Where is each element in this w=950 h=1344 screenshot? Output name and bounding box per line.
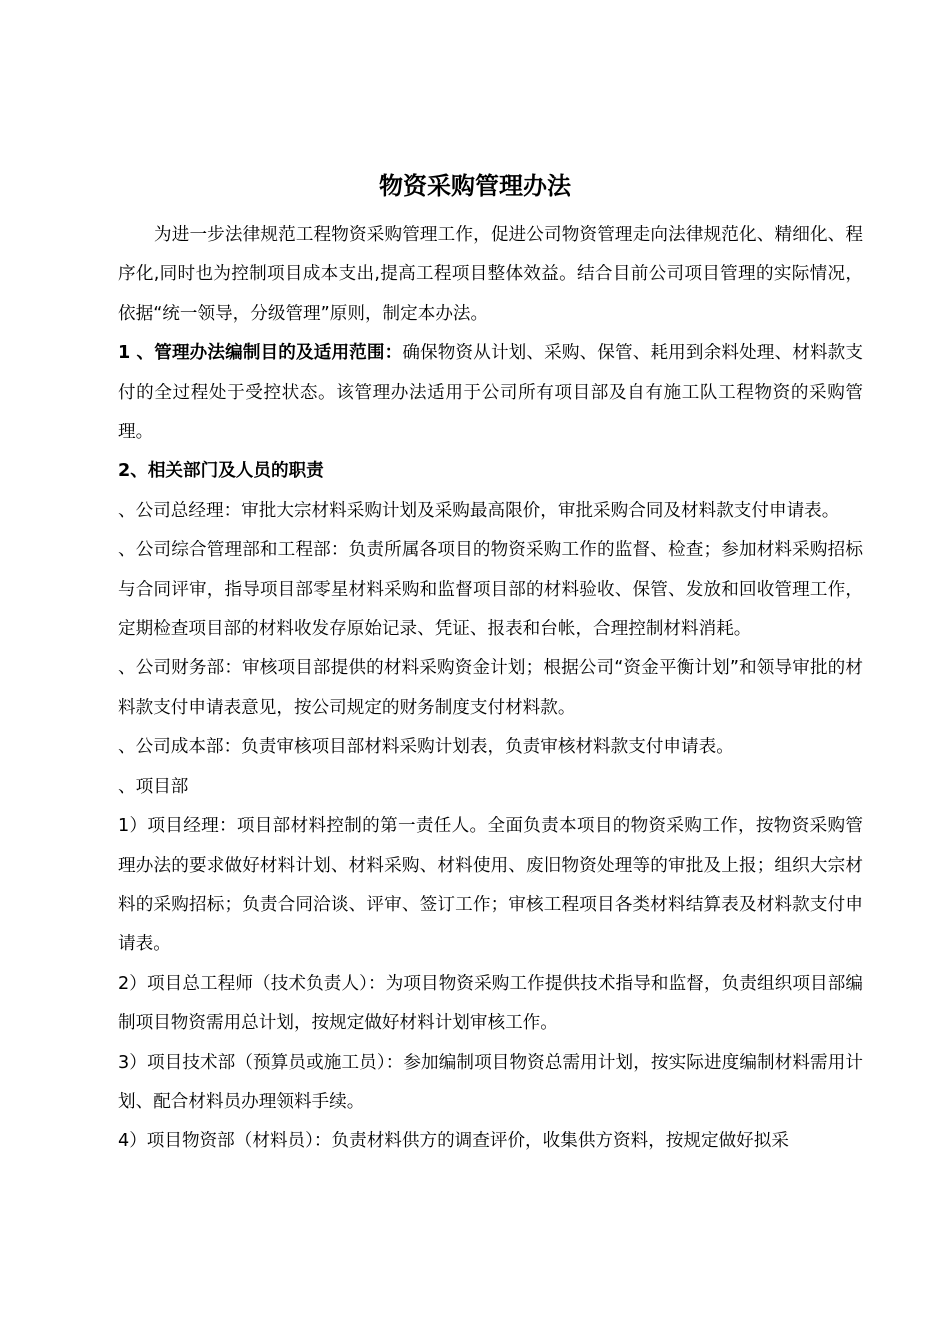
duty-general-manager: 、公司总经理：审批大宗材料采购计划及采购最高限价，审批采购合同及材料款支付申请表。 bbox=[118, 500, 840, 521]
duty-project-dept: 、项目部 bbox=[118, 776, 189, 797]
duty-finance: 、公司财务部：审核项目部提供的材料采购资金计划；根据公司“资金平衡计划”和领导审批的材料款支付申请表意见，按公司规定的财务制度支付材料款。 bbox=[118, 658, 863, 718]
document-body bbox=[118, 216, 863, 1162]
section-1-text: 确保物资从计划、采购、保管、耗用到余料处理、材料款支付的全过程处于受控状态。该管理办法适用于公司所有项目部及自有施工队工程物资的采购管理。 bbox=[118, 343, 863, 443]
section-2-heading: 2、相关部门及人员的职责 bbox=[118, 461, 324, 482]
document-title: 物资采购管理办法 bbox=[379, 172, 571, 201]
duty-project-manager: 1）项目经理：项目部材料控制的第一责任人。全面负责本项目的物资采购工作，按物资采购管理办法的要求做好材料计划、材料采购、材料使用、废旧物资处理等的审批及上报；组织大宗材料的采购招标；负责合同洽谈、评审、签订工作；审核工程项目各类材料结算表及材料款支付申请表。 bbox=[118, 816, 863, 955]
section-1-paragraph bbox=[118, 334, 863, 452]
duty-materials-dept: 4）项目物资部（材料员）：负责材料供方的调查评价，收集供方资料，按规定做好拟采 bbox=[118, 1131, 789, 1152]
duty-management-engineering: 、公司综合管理部和工程部：负责所属各项目的物资采购工作的监督、检查；参加材料采购招标与合同评审，指导项目部零星材料采购和监督项目部的材料验收、保管、发放和回收管理工作，定期检查项目部的材料收发存原始记录、凭证、报表和台帐，合理控制材料消耗。 bbox=[118, 540, 863, 640]
intro-paragraph: 为进一步法律规范工程物资采购管理工作，促进公司物资管理走向法律规范化、精细化、程序化,同时也为控制项目成本支出,提高工程项目整体效益。结合目前公司项目管理的实际情况，依据“统一领导，分级管理”原则，制定本办法。 bbox=[118, 225, 863, 324]
section-1-heading: 1 、管理办法编制目的及适用范围： bbox=[118, 343, 403, 364]
duty-cost: 、公司成本部：负责审核项目部材料采购计划表，负责审核材料款支付申请表。 bbox=[118, 737, 734, 758]
duty-chief-engineer: 2）项目总工程师（技术负责人）：为项目物资采购工作提供技术指导和监督，负责组织项目部编制项目物资需用总计划，按规定做好材料计划审核工作。 bbox=[118, 973, 863, 1034]
duty-technical-dept: 3）项目技术部（预算员或施工员）：参加编制项目物资总需用计划，按实际进度编制材料需用计划、配合材料员办理领料手续。 bbox=[118, 1052, 863, 1112]
